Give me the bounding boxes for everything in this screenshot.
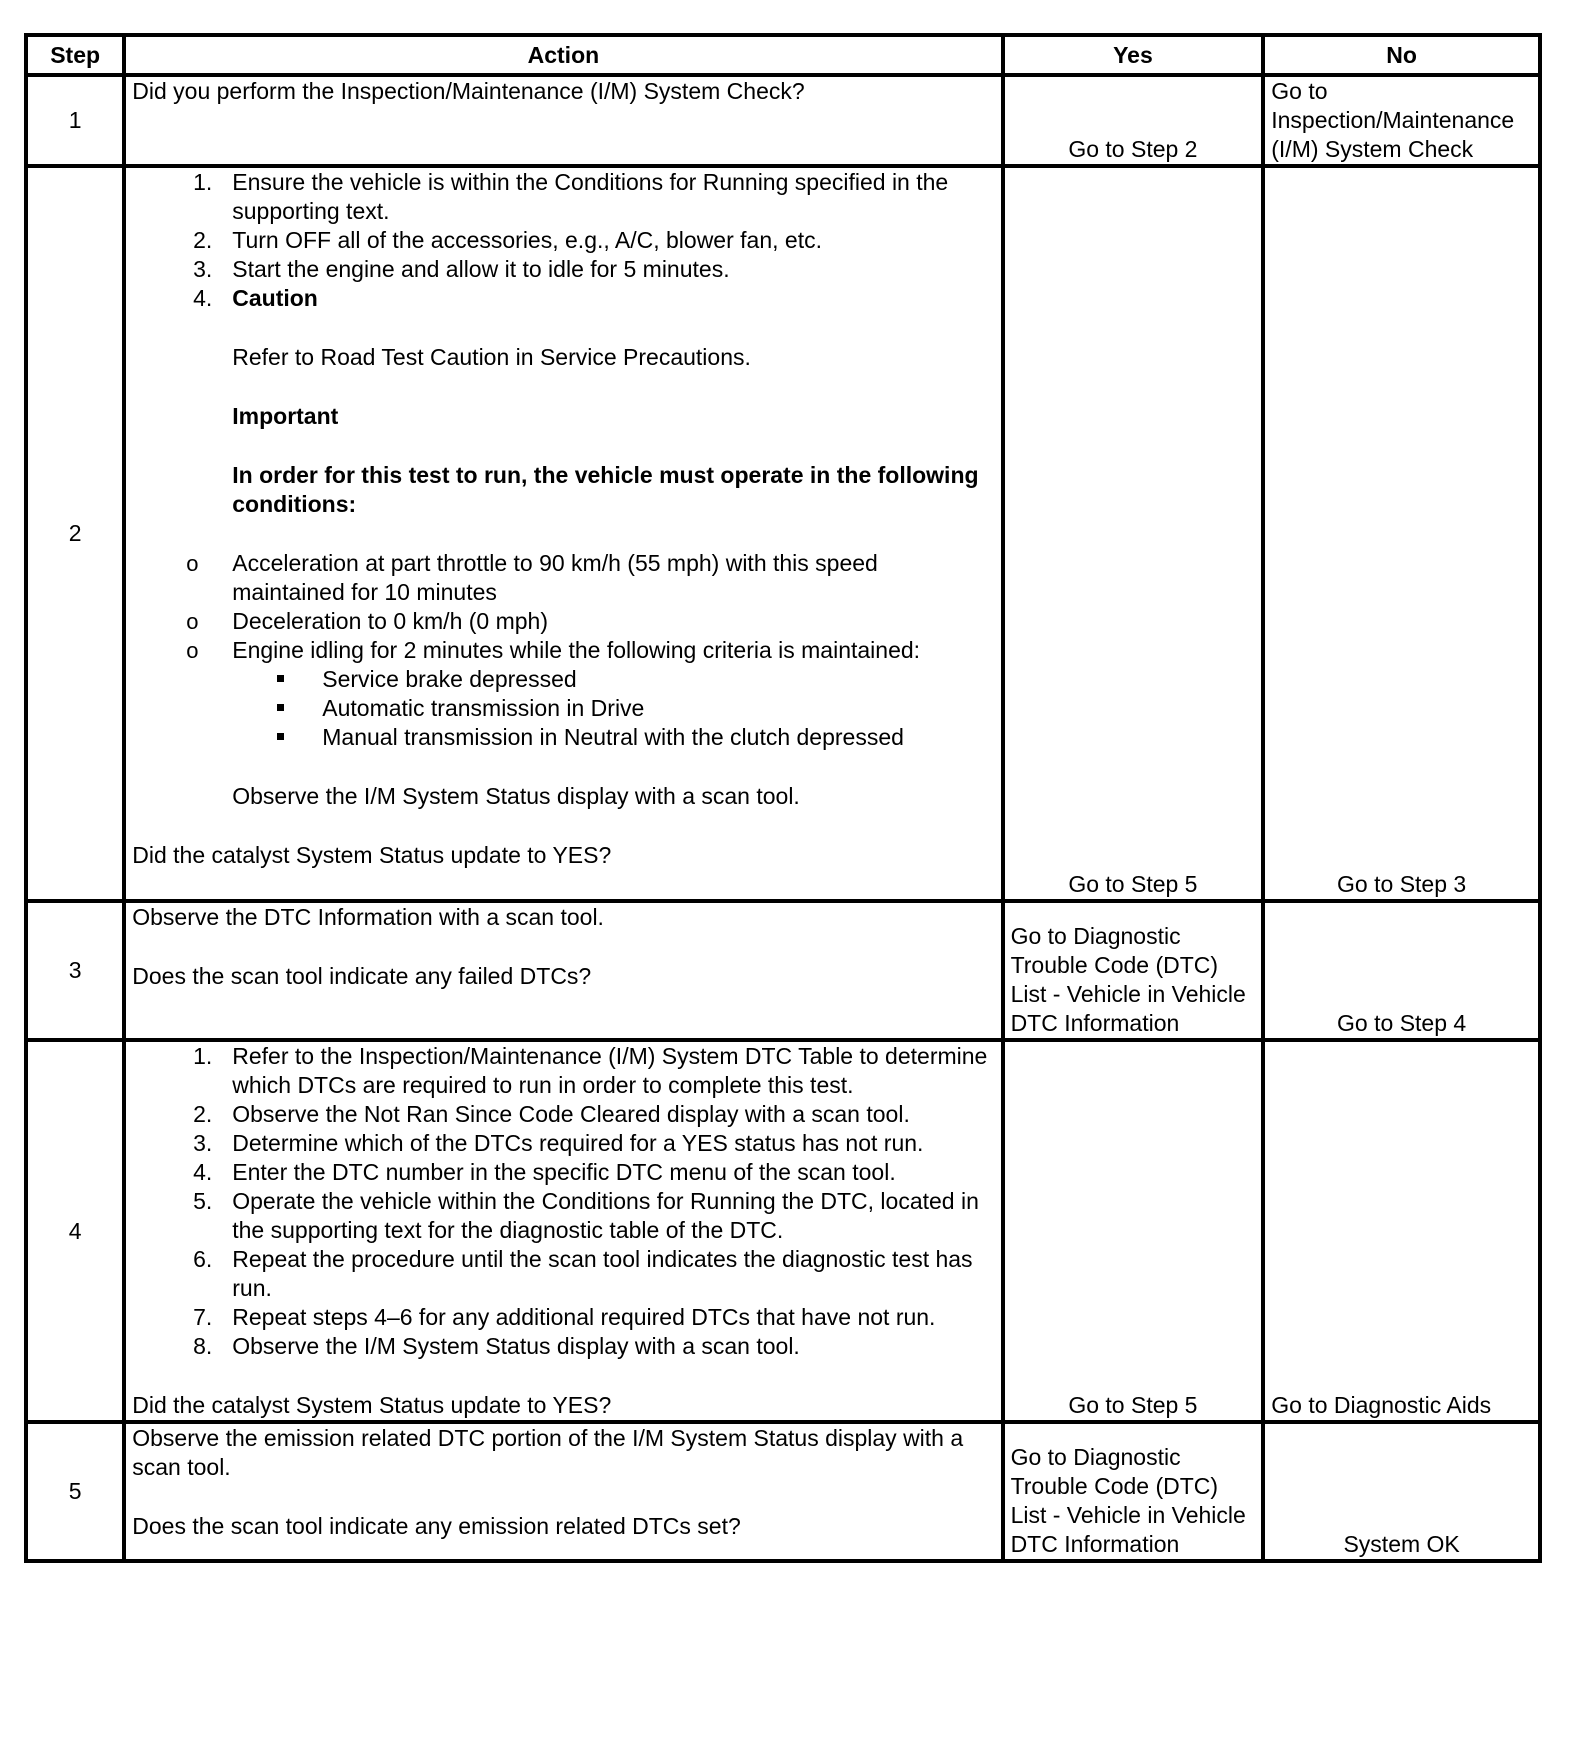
no-cell[interactable]: Go to Step 4	[1263, 901, 1540, 1040]
action-cell	[124, 166, 1002, 901]
action-cell	[124, 75, 1002, 166]
table-row-step-5	[26, 1422, 1540, 1561]
question: Does the scan tool indicate any failed DTCs?	[132, 963, 592, 989]
list-item: Automatic transmission in Drive	[322, 694, 994, 723]
question: Does the scan tool indicate any emission related DTCs set?	[132, 1513, 741, 1539]
list-item: o Deceleration to 0 km/h (0 mph)	[232, 607, 994, 636]
question: Did the catalyst System Status update to YES?	[132, 842, 612, 868]
yes-cell[interactable]: Go to Step 2	[1003, 75, 1264, 166]
step-number: 1	[26, 75, 124, 166]
header-yes: Yes	[1003, 35, 1264, 75]
yes-cell[interactable]: Go to Step 5	[1003, 1040, 1264, 1422]
action-cell	[124, 1422, 1002, 1561]
list-item: Manual transmission in Neutral with the clutch depressed	[322, 723, 994, 752]
instruction: Observe the emission related DTC portion of the I/M System Status display with a scan tool.	[132, 1425, 964, 1480]
step-number: 4	[26, 1040, 124, 1422]
table-row-step-2	[26, 166, 1540, 901]
no-cell[interactable]: Go to Inspection/Maintenance (I/M) System Check	[1263, 75, 1540, 166]
action-cell	[124, 901, 1002, 1040]
no-cell[interactable]: Go to Diagnostic Aids	[1263, 1040, 1540, 1422]
caution-label: Caution	[232, 285, 318, 311]
important-label: Important	[232, 403, 339, 429]
header-step: Step	[26, 35, 124, 75]
list-item: Repeat the procedure until the scan tool indicates the diagnostic test has run.	[232, 1246, 973, 1301]
list-item: Repeat steps 4–6 for any additional required DTCs that have not run.	[232, 1304, 936, 1330]
action-cell	[124, 1040, 1002, 1422]
list-item: Observe the I/M System Status display with a scan tool.	[232, 1333, 800, 1359]
list-item: Observe the Not Ran Since Code Cleared display with a scan tool.	[232, 1101, 910, 1127]
procedure-list	[132, 1042, 994, 1361]
header-no: No	[1263, 35, 1540, 75]
yes-cell[interactable]: Go to Diagnostic Trouble Code (DTC) List - Vehicle in Vehicle DTC Information	[1003, 1422, 1264, 1561]
diagnostic-table	[24, 33, 1542, 1563]
list-item: o Acceleration at part throttle to 90 km/h (55 mph) with this speed maintained for 10 minutes	[232, 549, 994, 607]
important-text: In order for this test to run, the vehicle must operate in the following conditions:	[232, 462, 979, 517]
question: Did you perform the Inspection/Maintenance (I/M) System Check?	[132, 78, 805, 104]
instruction: Observe the DTC Information with a scan tool.	[132, 904, 604, 930]
list-item: Operate the vehicle within the Conditions for Running the DTC, located in the supporting text for the diagnostic table of the DTC.	[232, 1188, 979, 1243]
table-row-step-1	[26, 75, 1540, 166]
header-row	[26, 35, 1540, 75]
list-item: Turn OFF all of the accessories, e.g., A/C, blower fan, etc.	[232, 227, 822, 253]
yes-cell[interactable]: Go to Diagnostic Trouble Code (DTC) List - Vehicle in Vehicle DTC Information	[1003, 901, 1264, 1040]
no-cell[interactable]: Go to Step 3	[1263, 166, 1540, 901]
observe-text: Observe the I/M System Status display with a scan tool.	[232, 783, 800, 809]
caution-text: Refer to Road Test Caution in Service Precautions.	[232, 344, 751, 370]
criteria-list	[232, 665, 994, 752]
table-row-step-3	[26, 901, 1540, 1040]
table-row-step-4	[26, 1040, 1540, 1422]
list-item: Start the engine and allow it to idle for 5 minutes.	[232, 256, 730, 282]
condition-text: Engine idling for 2 minutes while the following criteria is maintained:	[232, 637, 921, 663]
no-cell[interactable]: System OK	[1263, 1422, 1540, 1561]
conditions-list	[132, 549, 994, 752]
list-item	[232, 636, 994, 752]
step-number: 2	[26, 166, 124, 901]
step-number: 3	[26, 901, 124, 1040]
list-item: Determine which of the DTCs required for a YES status has not run.	[232, 1130, 924, 1156]
question: Did the catalyst System Status update to YES?	[132, 1392, 612, 1418]
list-item: Enter the DTC number in the specific DTC menu of the scan tool.	[232, 1159, 896, 1185]
list-item	[232, 284, 994, 519]
list-item: Service brake depressed	[322, 665, 994, 694]
list-item: Refer to the Inspection/Maintenance (I/M) System DTC Table to determine which DTCs are required to run in order to complete this test.	[232, 1043, 988, 1098]
list-item: Ensure the vehicle is within the Conditions for Running specified in the supporting text.	[232, 169, 949, 224]
step-number: 5	[26, 1422, 124, 1561]
yes-cell[interactable]: Go to Step 5	[1003, 166, 1264, 901]
header-action: Action	[124, 35, 1002, 75]
procedure-list	[132, 168, 994, 519]
